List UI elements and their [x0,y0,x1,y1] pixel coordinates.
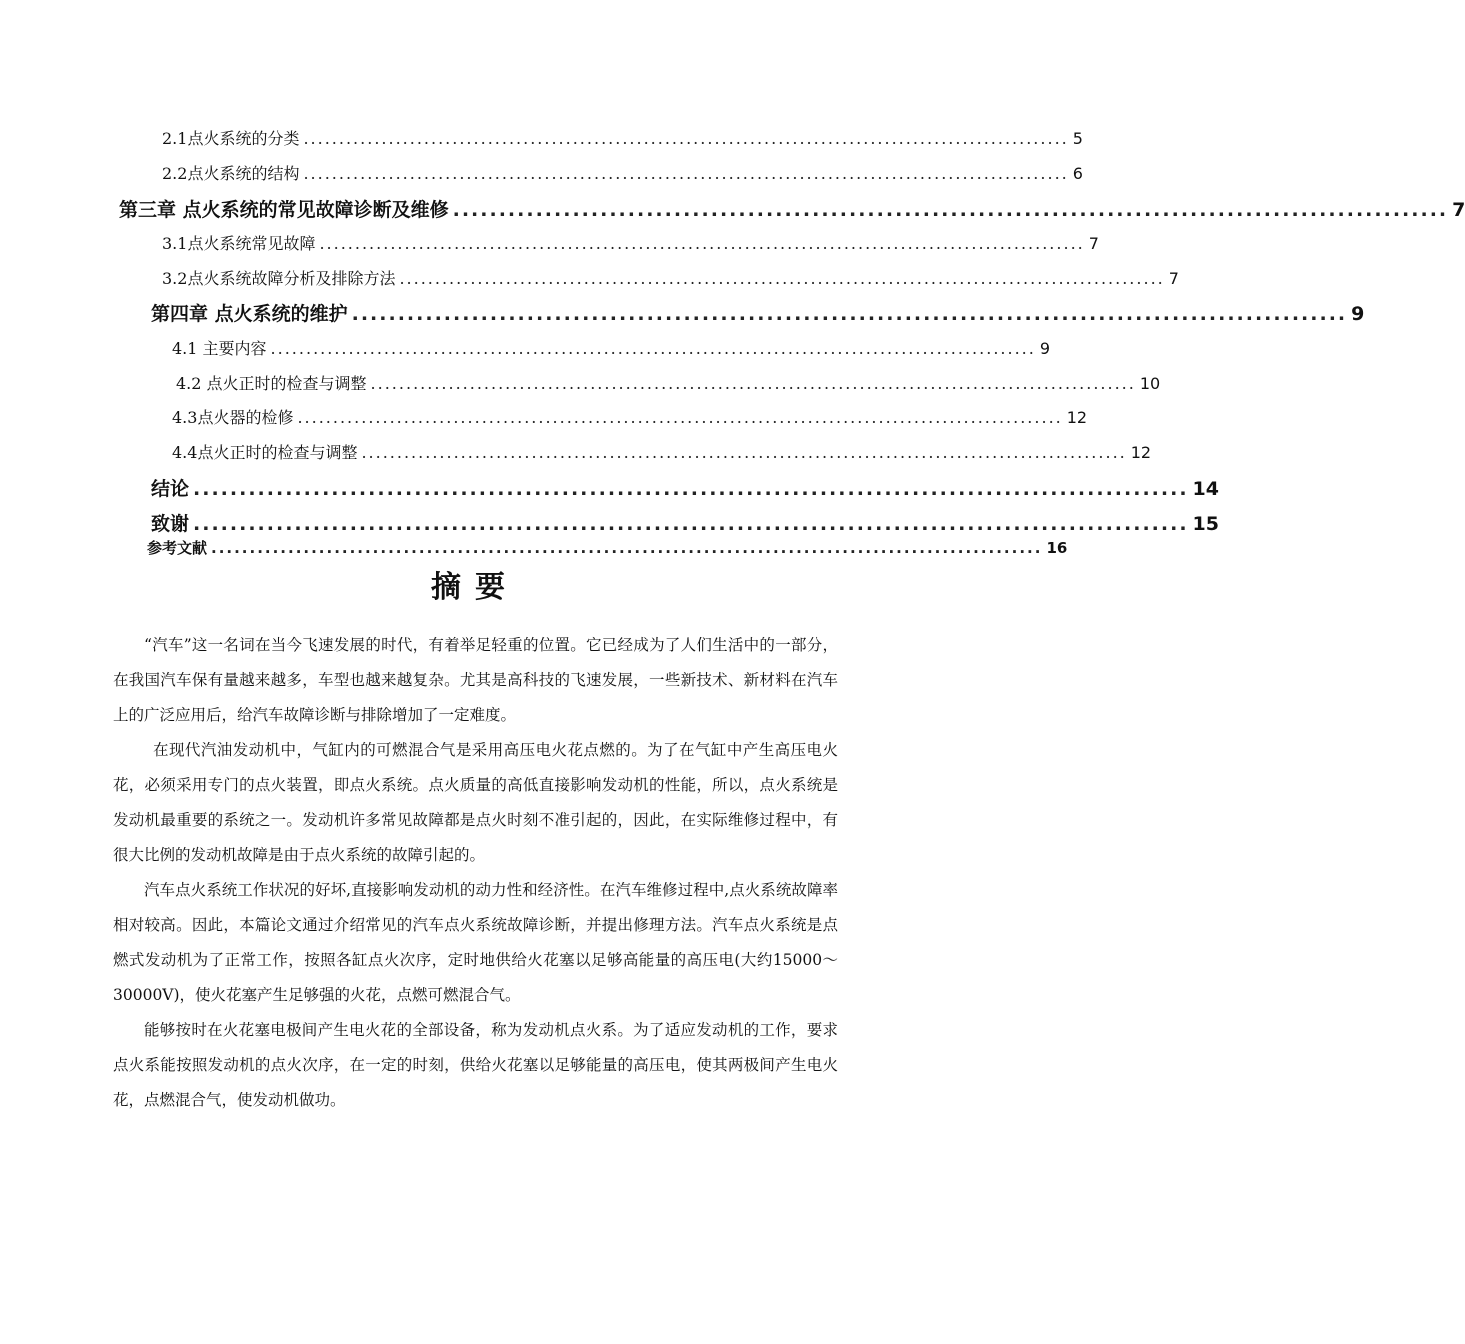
toc-entry[interactable] [162,161,1083,184]
toc-leader-dots: ............................................................................................................ [370,374,1136,393]
abstract-paragraph: 能够按时在火花塞电极间产生电火花的全部设备，称为发动机点火系。为了适应发动机的工作，要求点火系能按照发动机的点火次序，在一定的时刻，供给火花塞以足够能量的高压电，使其两极间产生电火花，点燃混合气，使发动机做功。 [113,1021,838,1109]
toc-entry-title: 第四章 点火系统的维护 [151,303,348,325]
toc-chapter-entry[interactable] [151,474,1219,501]
toc-leader-dots: ............................................................................................................ [303,164,1069,183]
toc-entry-title: 3.2点火系统故障分析及排除方法 [162,269,396,288]
toc-page-number: 7 [1452,199,1465,221]
toc-leader-dots: ............................................................................................................ [270,339,1036,358]
toc-chapter-entry[interactable] [119,195,1465,222]
toc-entry-title: 第三章 点火系统的常见故障诊断及维修 [119,199,449,221]
toc-page-number: 7 [1088,234,1099,253]
toc-entry[interactable] [172,336,1051,359]
toc-page-number: 7 [1168,269,1179,288]
toc-page-number: 10 [1139,374,1161,393]
toc-page-number: 9 [1351,303,1365,325]
toc-entry[interactable] [176,371,1161,394]
abstract-paragraph: “汽车”这一名词在当今飞速发展的时代，有着举足轻重的位置。它已经成为了人们生活中的一部分，在我国汽车保有量越来越多，车型也越来越复杂。尤其是高科技的飞速发展，一些新技术、新材料在汽车上的广泛应用后，给汽车故障诊断与排除增加了一定难度。 [113,636,838,724]
toc-leader-dots: ............................................................................................................ [361,443,1127,462]
toc-entry[interactable] [162,231,1099,254]
toc-entry-title: 4.2 点火正时的检查与调整 [176,374,367,393]
toc-chapter-entry[interactable] [151,299,1365,326]
toc-page-number: 14 [1192,478,1219,500]
toc-page-number: 6 [1072,164,1083,183]
toc-chapter-entry[interactable] [147,537,1068,558]
toc-entry-title: 4.1 主要内容 [172,339,267,358]
toc-entry[interactable] [172,405,1088,428]
toc-entry-title: 4.4点火正时的检查与调整 [172,443,358,462]
toc-entry[interactable] [162,266,1179,289]
toc-leader-dots: ............................................................................................................ [193,478,1189,500]
abstract-paragraph: 汽车点火系统工作状况的好坏,直接影响发动机的动力性和经济性。在汽车维修过程中,点火系统故障率相对较高。因此，本篇论文通过介绍常见的汽车点火系统故障诊断，并提出修理方法。汽车点火系统是点燃式发动机为了正常工作，按照各缸点火次序，定时地供给火花塞以足够高能量的高压电(大约15000～30000V)，使火花塞产生足够强的火花，点燃可燃混合气。 [113,881,838,1004]
toc-entry[interactable] [162,126,1083,149]
toc-entry-title: 2.2点火系统的结构 [162,164,300,183]
toc-page-number: 12 [1130,443,1152,462]
abstract-title: 摘要 [431,570,519,605]
toc-leader-dots: ............................................................................................................ [319,234,1085,253]
toc-entry[interactable] [172,440,1152,463]
toc-leader-dots: ............................................................................................................ [399,269,1165,288]
toc-entry-title: 参考文献 [147,539,208,557]
toc-entry-title: 2.1点火系统的分类 [162,129,300,148]
toc-leader-dots: ............................................................................................................ [303,129,1069,148]
toc-leader-dots: ............................................................................................................ [351,303,1348,325]
toc-page-number: 5 [1072,129,1083,148]
toc-page-number: 9 [1039,339,1051,358]
toc-chapter-entry[interactable] [151,509,1219,536]
abstract-paragraph: 在现代汽油发动机中，气缸内的可燃混合气是采用高压电火花点燃的。为了在气缸中产生高压电火花，必须采用专门的点火装置，即点火系统。点火质量的高低直接影响发动机的性能，所以，点火系统是发动机最重要的系统之一。发动机许多常见故障都是点火时刻不准引起的，因此，在实际维修过程中，有很大比例的发动机故障是由于点火系统的故障引起的。 [113,741,838,864]
toc-entry-title: 3.1点火系统常见故障 [162,234,316,253]
toc-leader-dots: ............................................................................................................ [452,199,1449,221]
toc-leader-dots: ............................................................................................................ [297,408,1063,427]
toc-entry-title: 致谢 [151,513,190,535]
toc-entry-title: 结论 [151,478,190,500]
toc-page-number: 16 [1046,539,1068,557]
toc-page-number: 12 [1066,408,1088,427]
toc-entry-title: 4.3点火器的检修 [172,408,294,427]
toc-leader-dots: ............................................................................................................ [193,513,1189,535]
toc-page-number: 15 [1192,513,1219,535]
toc-leader-dots: ............................................................................................................ [211,539,1043,557]
